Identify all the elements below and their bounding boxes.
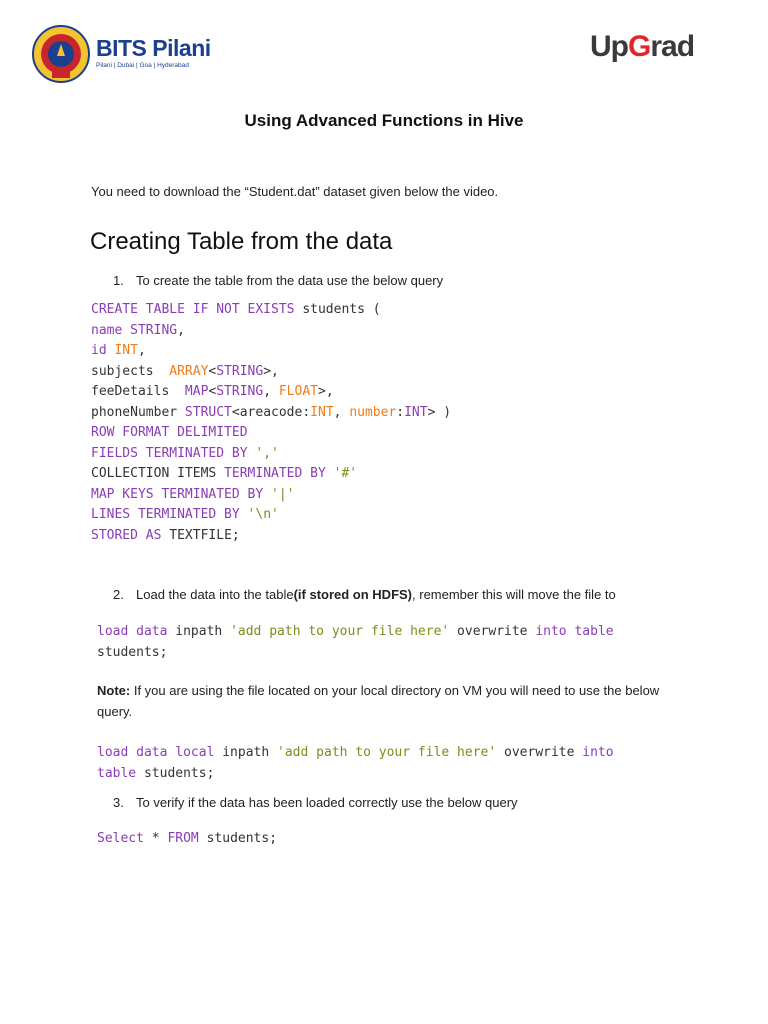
bits-pilani-name: BITS Pilani [96,35,211,61]
upgrad-logo: UpGrad [590,30,695,63]
load-data-local-query: load data local inpath 'add path to your file here' overwrite into table students; [97,745,614,781]
bits-pilani-campuses: Pilani | Dubai | Goa | Hyderabad [96,62,189,69]
intro-paragraph: You need to download the “Student.dat” dataset given below the video. [91,184,499,199]
step-2: 2. Load the data into the table(if stored on HDFS), remember this will move the file to [113,587,616,602]
create-table-query: CREATE TABLE IF NOT EXISTS students ( name STRING, id INT, subjects ARRAY<STRING>, feeDetails MAP<STRING, FLOAT>, phoneNumber STRUCT<areacode:INT, number:INT> ) ROW FORMAT DELIMITED FIELDS TERMINATED BY ',' COLLECTION ITEMS TERMINATED BY '#' MAP KEYS TERMINATED BY '|' LINES TERMINATED BY '\n' STORED AS TEXTFILE; [91,302,452,543]
step-3: 3. To verify if the data has been loaded correctly use the below query [113,795,518,810]
note-paragraph: Note: If you are using the file located on your local directory on VM you will need to use the below query. [97,683,660,719]
document-title: Using Advanced Functions in Hive [244,111,524,130]
step-1: 1. To create the table from the data use the below query [113,273,444,288]
bits-pilani-emblem-icon [32,22,90,86]
section-heading: Creating Table from the data [90,228,393,255]
select-query: Select * FROM students; [97,831,278,846]
bits-pilani-logo [96,36,211,69]
page-header [0,0,768,100]
load-data-query: load data inpath 'add path to your file here' overwrite into table students; [97,624,614,660]
